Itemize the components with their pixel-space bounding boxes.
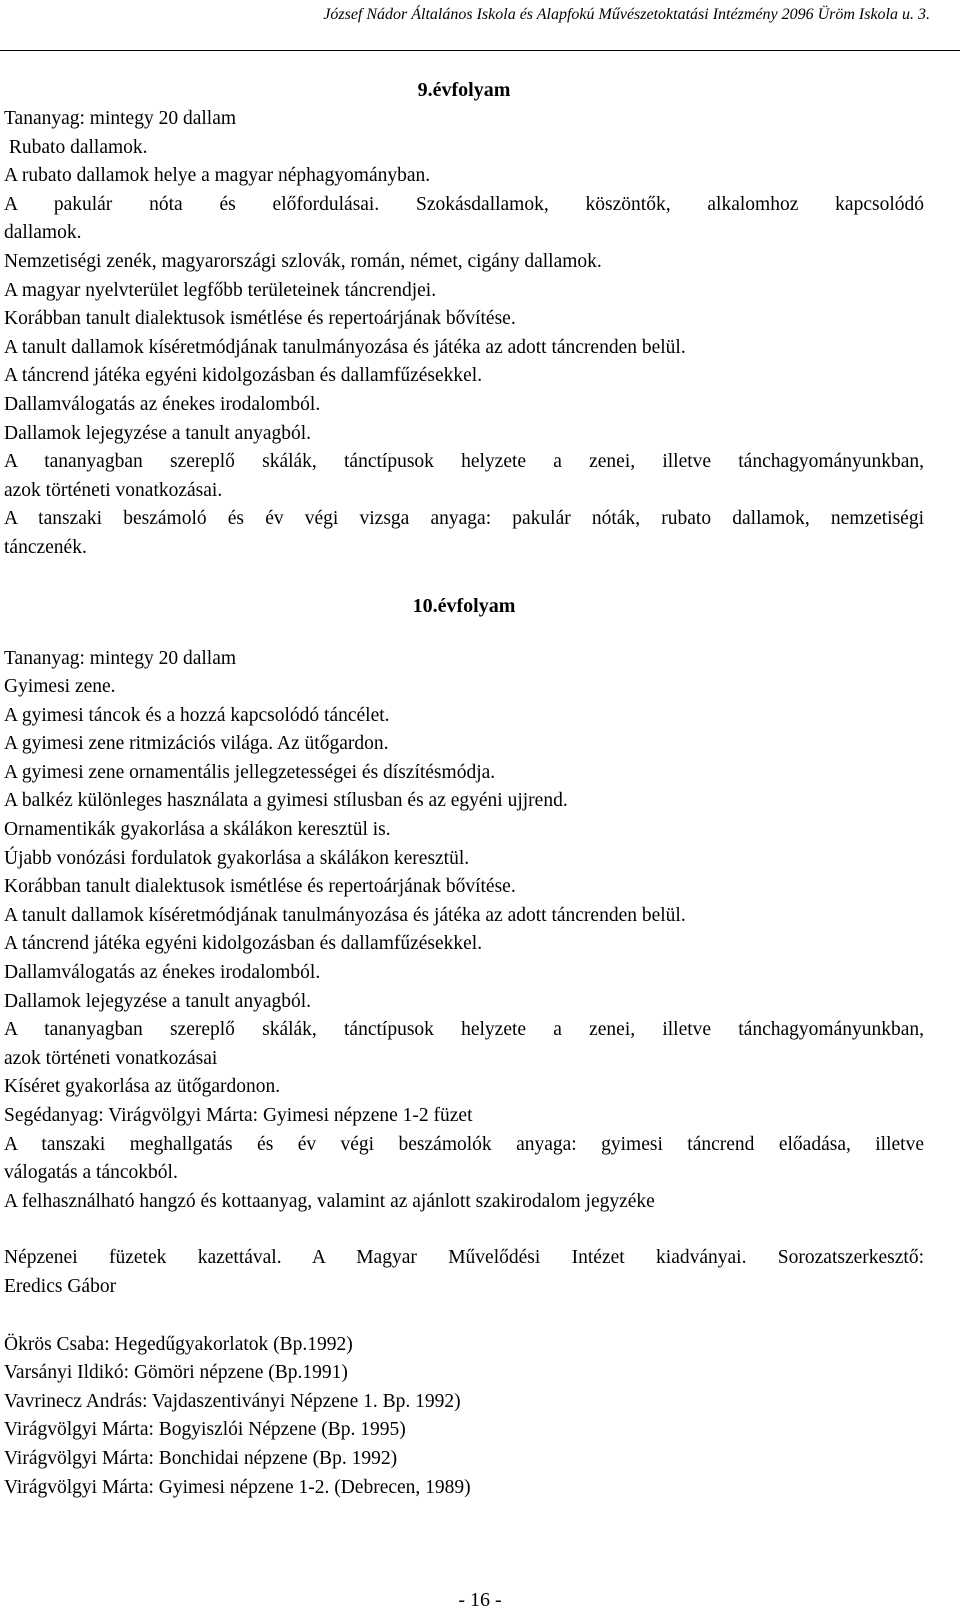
text-line: A pakulár nóta és előfordulásai. Szokásdallamok, köszöntők, alkalomhoz kapcsolódó — [4, 193, 924, 215]
text-line: válogatás a táncokból. — [4, 1162, 178, 1184]
text-line: Tananyag: mintegy 20 dallam — [4, 647, 237, 669]
text-line: Segédanyag: Virágvölgyi Márta: Gyimesi népzene 1-2 füzet — [4, 1105, 473, 1126]
text-line: dallamok. — [4, 222, 82, 244]
header-text: József Nádor Általános Iskola és Alapfokú Művészetoktatási Intézmény 2096 Üröm Iskola u. 3. — [323, 6, 930, 23]
spacer — [4, 563, 924, 592]
text-line: azok történeti vonatkozásai — [4, 1047, 218, 1069]
text-line: Dallamválogatás az énekes irodalomból. — [4, 393, 321, 415]
text-line: A tanszaki beszámoló és év végi vizsga anyaga: pakulár nóták, rubato dallamok, nemzetiségi — [4, 508, 924, 530]
document-body — [4, 76, 924, 1502]
text-line: Gyimesi zene. — [4, 676, 116, 698]
page-number: - 16 - — [458, 1589, 502, 1611]
reference-list — [4, 1331, 924, 1503]
grade10-heading: 10.évfolyam — [412, 594, 516, 617]
text-line: tánczenék. — [4, 536, 87, 558]
reference-item: Vavrinecz András: Vajdaszentiványi Népzene 1. Bp. 1992) — [4, 1390, 461, 1412]
text-line: A tanszaki meghallgatás és év végi beszámolók anyaga: gyimesi táncrend előadása, illetve — [4, 1133, 924, 1155]
reference-item: Ökrös Csaba: Hegedűgyakorlatok (Bp.1992) — [4, 1333, 353, 1355]
reference-item: Virágvölgyi Márta: Bonchidai népzene (Bp. 1992) — [4, 1447, 398, 1469]
text-line: Újabb vonózási fordulatok gyakorlása a skálákon keresztül. — [4, 847, 470, 869]
text-line: A gyimesi táncok és a hozzá kapcsolódó táncélet. — [4, 704, 390, 726]
text-line: A táncrend játéka egyéni kidolgozásban és dallamfűzésekkel. — [4, 933, 483, 955]
reference-item: Varsányi Ildikó: Gömöri népzene (Bp.1991) — [4, 1362, 348, 1384]
text-line: A gyimesi zene ornamentális jellegzetességei és díszítésmódja. — [4, 761, 496, 783]
spacer — [4, 1216, 924, 1244]
text-line: A balkéz különleges használata a gyimesi stílusban és az egyéni ujjrend. — [4, 790, 568, 812]
text-line: Eredics Gábor — [4, 1275, 117, 1297]
text-line: Népzenei füzetek kazettával. A Magyar Művelődési Intézet kiadványai. Sorozatszerkesztő: — [4, 1247, 924, 1269]
grade9-heading: 9.évfolyam — [417, 79, 511, 101]
text-line: A rubato dallamok helye a magyar néphagyományban. — [4, 165, 431, 187]
text-line: Dallamok lejegyzése a tanult anyagból. — [4, 422, 312, 444]
reference-item: Virágvölgyi Márta: Gyimesi népzene 1-2. (Debrecen, 1989) — [4, 1476, 471, 1498]
text-line: Korábban tanult dialektusok ismétlése és repertoárjának bővítése. — [4, 308, 516, 330]
text-line: Korábban tanult dialektusok ismétlése és repertoárjának bővítése. — [4, 876, 516, 898]
text-line: Ornamentikák gyakorlása a skálákon keresztül is. — [4, 819, 391, 841]
text-line: A tananyagban szereplő skálák, tánctípusok helyzete a zenei, illetve tánchagyományunkban, — [4, 1019, 924, 1041]
grade9-section — [4, 105, 924, 563]
reference-item: Virágvölgyi Márta: Bogyiszlói Népzene (Bp. 1995) — [4, 1419, 406, 1441]
text-line: Nemzetiségi zenék, magyarországi szlovák, román, német, cigány dallamok. — [4, 250, 602, 272]
text-line: A felhasználható hangzó és kottaanyag, valamint az ajánlott szakirodalom jegyzéke — [4, 1190, 655, 1212]
spacer — [4, 1302, 924, 1331]
text-line: A tananyagban szereplő skálák, tánctípusok helyzete a zenei, illetve tánchagyományunkban, — [4, 451, 924, 473]
text-line: Kíséret gyakorlása az ütőgardonon. — [4, 1076, 281, 1098]
text-line: A tanult dallamok kíséretmódjának tanulmányozása és játéka az adott táncrenden belül. — [4, 336, 686, 358]
text-line: Tananyag: mintegy 20 dallam — [4, 108, 237, 129]
text-line: A tanult dallamok kíséretmódjának tanulmányozása és játéka az adott táncrenden belül. — [4, 904, 686, 926]
spacer — [4, 621, 924, 645]
text-line: Dallamok lejegyzése a tanult anyagból. — [4, 990, 312, 1012]
page-header — [0, 4, 960, 51]
text-line: azok történeti vonatkozásai. — [4, 479, 223, 501]
text-line: A gyimesi zene ritmizációs világa. Az ütőgardon. — [4, 733, 389, 755]
text-line: Rubato dallamok. — [4, 136, 148, 158]
text-line: A magyar nyelvterület legfőbb területeinek táncrendjei. — [4, 279, 437, 301]
text-line: A táncrend játéka egyéni kidolgozásban és dallamfűzésekkel. — [4, 365, 483, 387]
grade10-section — [4, 645, 924, 1217]
publisher-note — [4, 1244, 924, 1301]
text-line: Dallamválogatás az énekes irodalomból. — [4, 962, 321, 984]
